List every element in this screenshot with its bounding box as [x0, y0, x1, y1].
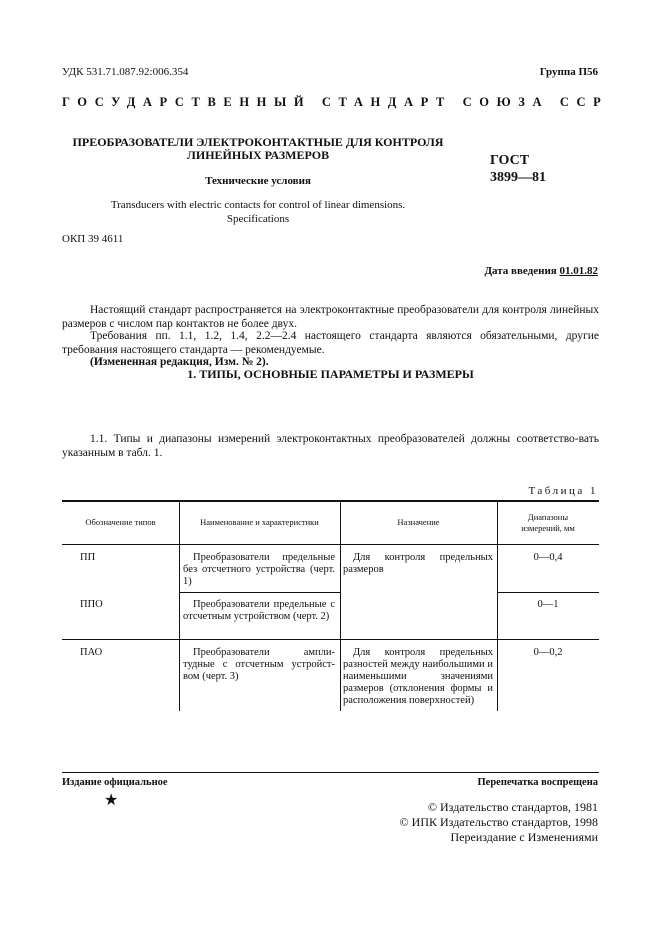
- header-range-line-2: измерений, мм: [521, 523, 575, 533]
- section-heading: 1. ТИПЫ, ОСНОВНЫЕ ПАРАМЕТРЫ И РАЗМЕРЫ: [187, 367, 474, 381]
- title-en-line-2: Specifications: [226, 213, 290, 225]
- star-icon: ★: [104, 792, 119, 809]
- row-3-type: ПАО: [80, 647, 103, 658]
- row-3-range: 0—0,2: [533, 647, 563, 658]
- table-header-border: [62, 544, 599, 545]
- row-1-range: 0—0,4: [533, 552, 563, 563]
- specifications-ru: Технические условия: [205, 175, 311, 187]
- paragraph-types: 1.1. Типы и диапазоны измерений электроконтактных преобразователей должны соответство-вать указанным в табл. 1.: [62, 433, 599, 459]
- paragraph-requirements: Требования пп. 1.1, 1.2, 1.4, 2.2—2.4 настоящего стандарта являются обязательными, другие требования настоящего стандарта — рекомендуемые.: [62, 330, 599, 356]
- footer-divider: [62, 772, 599, 773]
- header-purpose: Назначение: [397, 517, 440, 527]
- title-line-1: ПРЕОБРАЗОВАТЕЛИ ЭЛЕКТРОКОНТАКТНЫЕ ДЛЯ КОНТРОЛЯ: [72, 135, 444, 149]
- row-1-name: Преобразователи предельные без отсчетного устройства (черт. 1): [183, 552, 335, 587]
- table-top-border: [62, 500, 599, 502]
- paragraph-scope: Настоящий стандарт распространяется на электроконтактные преобразователи для контроля линейных размеров с числом пар контактов не более двух.: [62, 304, 599, 330]
- official-edition: Издание официальное: [62, 777, 168, 788]
- gost-number: 3899—81: [490, 170, 546, 185]
- title-line-2: ЛИНЕЙНЫХ РАЗМЕРОВ: [186, 148, 330, 162]
- header-type: Обозначение типов: [85, 517, 156, 527]
- col-divider-1: [179, 500, 180, 711]
- row-1-type: ПП: [80, 552, 96, 563]
- document-title-ru: [62, 136, 454, 162]
- row-3-purpose: Для контроля предельных разностей между наибольшими и наименьшими значениями размеров (отклонения формы и расположения поверхностей): [343, 647, 493, 706]
- intro-date-label: Дата введения: [484, 265, 557, 277]
- gost-label: ГОСТ: [490, 153, 530, 168]
- purpose-rows-1-2: Для контроля предельных размеров: [343, 552, 493, 575]
- state-standard-heading: ГОСУДАРСТВЕННЫЙ СТАНДАРТ СОЮЗА ССР: [62, 95, 609, 109]
- copyright-1981: © Издательство стандартов, 1981: [427, 800, 598, 814]
- copyright-1998: © ИПК Издательство стандартов, 1998: [399, 815, 598, 829]
- row-divider-1-range: [497, 592, 599, 593]
- header-name: Наименование и характеристики: [200, 517, 319, 527]
- intro-date-value: 01.01.82: [559, 265, 598, 277]
- paragraph-amendment: (Измененная редакция, Изм. № 2).: [90, 356, 269, 368]
- reprint-prohibited: Перепечатка воспрещена: [477, 777, 598, 788]
- header-range-line-1: Диапазоны: [527, 512, 569, 522]
- row-divider-2: [62, 639, 599, 640]
- row-3-name: Преобразователи ампли-тудные с отсчетным устройст-вом (черт. 3): [183, 647, 335, 682]
- col-divider-2: [340, 500, 341, 711]
- row-2-type: ППО: [80, 599, 103, 610]
- title-en-line-1: Transducers with electric contacts for control of linear dimensions.: [110, 199, 406, 211]
- table-caption: Таблица 1: [528, 485, 598, 497]
- row-2-name: Преобразователи предельные с отсчетным устройством (черт. 2): [183, 599, 335, 622]
- row-divider-1-name: [179, 592, 340, 593]
- header-range: [497, 512, 599, 534]
- row-2-range: 0—1: [537, 599, 559, 610]
- intro-date: [484, 265, 598, 277]
- group-code: Группа П56: [539, 66, 598, 78]
- reissue-note: Переиздание с Изменениями: [450, 830, 598, 844]
- udk-code: УДК 531.71.087.92:006.354: [62, 66, 189, 78]
- okp-code: ОКП 39 4611: [62, 233, 124, 245]
- document-title-en: [62, 198, 454, 226]
- gost-designation: [490, 152, 546, 186]
